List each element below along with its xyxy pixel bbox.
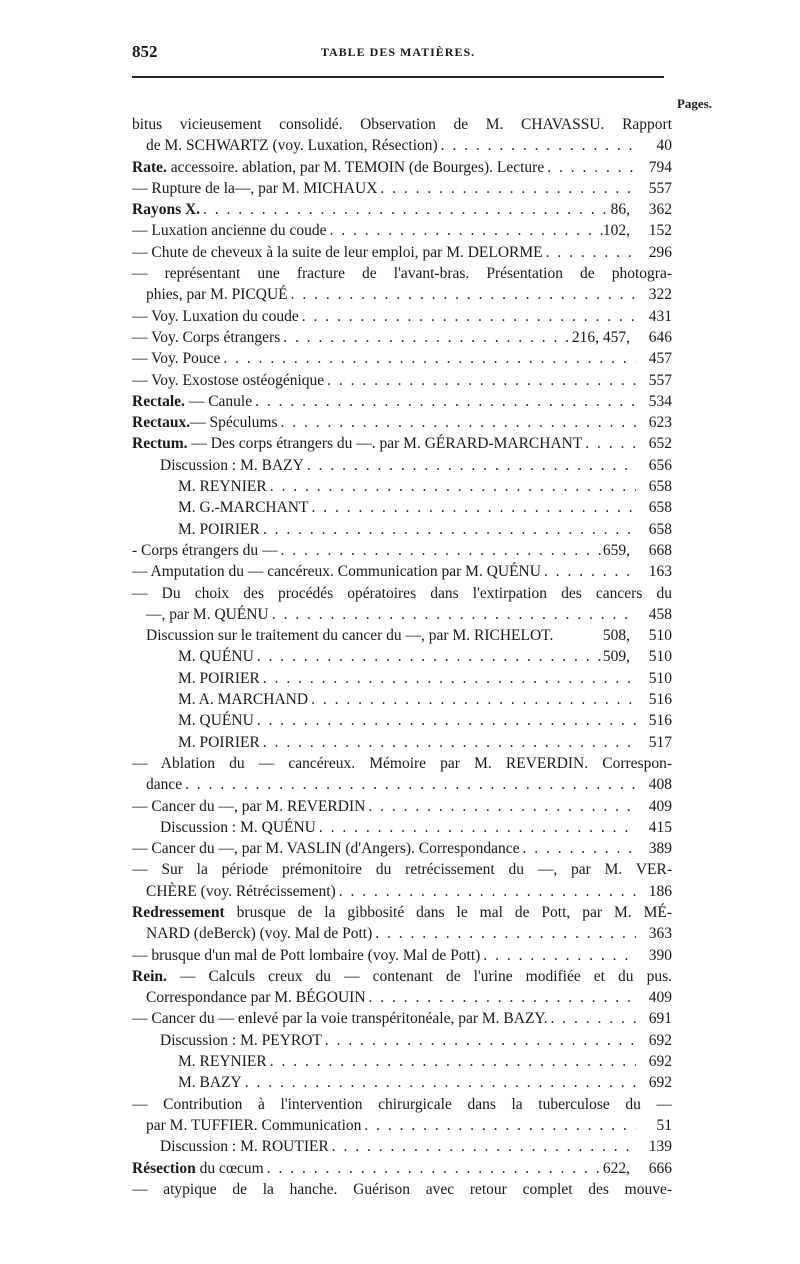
index-line xyxy=(132,348,672,369)
page-ref: 557 xyxy=(648,371,672,389)
header-rule xyxy=(132,76,664,78)
entry-text: Correspondance par M. BÉGOUIN xyxy=(146,989,366,1007)
entry-text: — brusque d'un mal de Pott lombaire (voy. Mal de Pott) xyxy=(132,946,481,964)
leader-dots xyxy=(582,433,636,454)
entry-text: Discussion : M. BAZY xyxy=(160,456,304,474)
entry-text: - Corps étrangers du — xyxy=(132,541,278,559)
leader-dots xyxy=(316,817,636,838)
entry-text: Rectale. — Canule xyxy=(132,392,253,410)
index-line xyxy=(132,1008,672,1029)
pages-column-label: Pages. xyxy=(676,96,712,111)
page-ref: 666 xyxy=(648,1159,672,1177)
index-line xyxy=(132,455,672,476)
index-line xyxy=(132,859,672,880)
entry-text: — Amputation du — cancéreux. Communication par M. QUÉNU xyxy=(132,563,541,581)
entry-text: M. BAZY xyxy=(178,1074,242,1092)
index-line xyxy=(132,902,672,923)
leader-dots xyxy=(308,497,636,518)
entry-text: — Cancer du — enlevé par la voie transpéritonéale, par M. BAZY. xyxy=(132,1010,548,1028)
index-entries xyxy=(132,114,672,1200)
entry-text: par M. TUFFIER. Communication xyxy=(146,1116,362,1134)
page-ref: 510 xyxy=(648,648,672,666)
leader-dots xyxy=(322,1030,636,1051)
leader-dots xyxy=(252,391,636,412)
page-ref: 646 xyxy=(648,328,672,346)
index-line xyxy=(132,583,672,604)
index-line xyxy=(132,689,672,710)
running-title: TABLE DES MATIÈRES. xyxy=(320,45,476,59)
entry-text: M. G.-MARCHANT xyxy=(178,499,309,517)
index-line xyxy=(132,923,672,944)
page-ref: 652 xyxy=(648,435,672,453)
entry-text: — Chute de cheveux à la suite de leur emploi, par M. DELORME xyxy=(132,243,543,261)
leader-dots xyxy=(288,284,636,305)
page-ref: 389 xyxy=(648,840,672,858)
entry-text: Discussion sur le traitement du cancer du —, par M. RICHELOT. xyxy=(146,627,554,645)
index-line xyxy=(132,1072,672,1093)
leader-dots xyxy=(329,1136,636,1157)
index-line xyxy=(132,135,672,156)
index-line xyxy=(132,540,672,561)
index-line xyxy=(132,1051,672,1072)
page-ref: 658 xyxy=(648,499,672,517)
entry-text: de M. SCHWARTZ (voy. Luxation, Résection) xyxy=(146,137,438,155)
entry-text: —, par M. QUÉNU xyxy=(146,605,269,623)
leader-dots xyxy=(267,1051,636,1072)
leader-dots xyxy=(324,370,636,391)
leader-dots xyxy=(304,455,636,476)
page-ref: 692 xyxy=(648,1031,672,1049)
leader-dots xyxy=(200,199,611,220)
leader-dots xyxy=(365,796,636,817)
entry-text: — Rupture de la—, par M. MICHAUX xyxy=(132,179,378,197)
index-line xyxy=(132,284,672,305)
entry-text: — Sur la période prémonitoire du retrécissement du —, par M. VER- xyxy=(132,861,672,879)
entry-text: — Voy. Luxation du coude xyxy=(132,307,299,325)
leader-dots xyxy=(308,689,636,710)
index-line xyxy=(132,987,672,1008)
entry-text: Rein. — Calculs creux du — contenant de l'urine modifiée et du pus. xyxy=(132,967,672,985)
index-line xyxy=(132,710,672,731)
leader-dots xyxy=(377,178,636,199)
entry-text: Résection du cœcum xyxy=(132,1159,264,1177)
entry-text: — Voy. Exostose ostéogénique xyxy=(132,371,325,389)
page-ref-extra: 659, xyxy=(602,541,630,559)
entry-text: M. REYNIER xyxy=(178,478,267,496)
index-line xyxy=(132,1158,672,1179)
leader-dots xyxy=(267,476,636,497)
leader-dots xyxy=(480,945,636,966)
entry-text: Rectum. — Des corps étrangers du —. par M. GÉRARD-MARCHANT xyxy=(132,435,583,453)
entry-text: — Cancer du —, par M. VASLIN (d'Angers). Correspondance xyxy=(132,840,520,858)
entry-text: CHÈRE (voy. Rétrécissement) xyxy=(146,882,336,900)
index-line xyxy=(132,220,672,241)
page-ref: 516 xyxy=(648,691,672,709)
entry-text: M. QUÉNU xyxy=(178,648,254,666)
leader-dots xyxy=(372,923,636,944)
page-ref: 656 xyxy=(648,456,672,474)
index-line xyxy=(132,966,672,987)
index-line xyxy=(132,838,672,859)
page-ref: 163 xyxy=(648,563,672,581)
entry-text: Rate. accessoire. ablation, par M. TEMOIN (de Bourges). Lecture xyxy=(132,158,545,176)
index-line xyxy=(132,391,672,412)
page-ref: 623 xyxy=(648,414,672,432)
entry-text: Redressement brusque de la gibbosité dans le mal de Pott, par M. MÉ- xyxy=(132,903,672,921)
leader-dots xyxy=(541,561,636,582)
index-line xyxy=(132,646,672,667)
leader-dots xyxy=(361,1115,636,1136)
index-line xyxy=(132,1115,672,1136)
page-ref: 457 xyxy=(648,350,672,368)
page-ref: 510 xyxy=(648,669,672,687)
index-line xyxy=(132,327,672,348)
entry-text: NARD (deBerck) (voy. Mal de Pott) xyxy=(146,925,373,943)
page-ref: 296 xyxy=(648,243,672,261)
entry-text: M. POIRIER xyxy=(178,669,260,687)
leader-dots xyxy=(278,412,636,433)
page-ref: 40 xyxy=(656,137,672,155)
page-ref: 794 xyxy=(648,158,672,176)
leader-dots xyxy=(327,220,603,241)
page-ref: 409 xyxy=(648,989,672,1007)
page-number: 852 xyxy=(132,42,158,61)
leader-dots xyxy=(269,604,636,625)
index-line xyxy=(132,796,672,817)
entry-text: — atypique de la hanche. Guérison avec retour complet des mouve- xyxy=(132,1180,672,1198)
leader-dots xyxy=(366,987,636,1008)
index-line xyxy=(132,774,672,795)
entry-text: — Voy. Pouce xyxy=(132,350,221,368)
page-ref-extra: 622, xyxy=(602,1159,630,1177)
leader-dots xyxy=(182,774,636,795)
index-line xyxy=(132,945,672,966)
entry-text: M. A. MARCHAND xyxy=(178,691,309,709)
page-ref: 363 xyxy=(648,925,672,943)
index-line xyxy=(132,1030,672,1051)
entry-text: Rectaux.— Spéculums xyxy=(132,414,278,432)
leader-dots xyxy=(254,646,603,667)
entry-text: Discussion : M. ROUTIER xyxy=(160,1138,329,1156)
page-ref: 557 xyxy=(648,179,672,197)
index-line xyxy=(132,668,672,689)
page-ref: 516 xyxy=(648,712,672,730)
entry-text: — représentant une fracture de l'avant-bras. Présentation de photogra- xyxy=(132,265,672,283)
page-ref: 692 xyxy=(648,1074,672,1092)
entry-text: — Du choix des procédés opératoires dans l'extirpation des cancers du xyxy=(132,584,672,602)
page-ref: 534 xyxy=(648,392,672,410)
index-line xyxy=(132,157,672,178)
entry-text: dance xyxy=(146,776,183,794)
page-ref: 390 xyxy=(648,946,672,964)
page-ref: 658 xyxy=(648,478,672,496)
leader-dots xyxy=(543,242,636,263)
index-line xyxy=(132,732,672,753)
page-ref: 152 xyxy=(648,222,672,240)
page-ref: 362 xyxy=(648,201,672,219)
index-line xyxy=(132,604,672,625)
leader-dots xyxy=(278,540,603,561)
entry-text: — Voy. Corps étrangers xyxy=(132,328,281,346)
index-line xyxy=(132,1094,672,1115)
page-ref: 691 xyxy=(648,1010,672,1028)
index-line xyxy=(132,178,672,199)
page-ref-extra: 509, xyxy=(602,648,630,666)
index-line xyxy=(132,263,672,284)
leader-dots xyxy=(220,348,636,369)
index-line xyxy=(132,561,672,582)
entry-text: — Contribution à l'intervention chirurgicale dans la tuberculose du — xyxy=(132,1095,672,1113)
page-ref: 415 xyxy=(648,818,672,836)
index-line xyxy=(132,306,672,327)
page-ref: 186 xyxy=(648,882,672,900)
index-line xyxy=(132,242,672,263)
entry-text: — Luxation ancienne du coude xyxy=(132,222,327,240)
index-line xyxy=(132,753,672,774)
entry-text: bitus vicieusement consolidé. Observation de M. CHAVASSU. Rapport xyxy=(132,116,672,133)
page-ref-extra: 216, 457, xyxy=(571,328,630,346)
page-ref: 517 xyxy=(648,733,672,751)
leader-dots xyxy=(336,881,636,902)
index-line xyxy=(132,370,672,391)
entry-text: Discussion : M. PEYROT xyxy=(160,1031,322,1049)
leader-dots xyxy=(254,710,636,731)
leader-dots xyxy=(260,668,636,689)
index-line xyxy=(132,412,672,433)
running-header xyxy=(132,42,664,68)
entry-text: M. POIRIER xyxy=(178,520,260,538)
leader-dots xyxy=(280,327,572,348)
entry-text: Rayons X. xyxy=(132,201,201,219)
leader-dots xyxy=(438,135,636,156)
leader-dots xyxy=(260,519,636,540)
leader-dots xyxy=(548,1008,637,1029)
entry-text: M. QUÉNU xyxy=(178,712,254,730)
index-line xyxy=(132,433,672,454)
entry-text: — Ablation du — cancéreux. Mémoire par M. REVERDIN. Correspon- xyxy=(132,754,672,772)
page-ref: 322 xyxy=(648,286,672,304)
index-line xyxy=(132,114,672,135)
leader-dots xyxy=(544,157,636,178)
entry-text: phies, par M. PICQUÉ xyxy=(146,286,288,304)
leader-dots xyxy=(260,732,636,753)
page-ref: 458 xyxy=(648,605,672,623)
leader-dots xyxy=(520,838,637,859)
leader-dots xyxy=(299,306,636,327)
entry-text: Discussion : M. QUÉNU xyxy=(160,818,316,836)
index-line xyxy=(132,519,672,540)
page-ref: 408 xyxy=(648,776,672,794)
page-ref: 409 xyxy=(648,797,672,815)
index-line xyxy=(132,476,672,497)
page-ref: 692 xyxy=(648,1053,672,1071)
page-ref: 51 xyxy=(656,1116,672,1134)
entry-text: M. REYNIER xyxy=(178,1053,267,1071)
entry-text: — Cancer du —, par M. REVERDIN xyxy=(132,797,366,815)
index-line xyxy=(132,881,672,902)
index-line xyxy=(132,817,672,838)
page-ref: 658 xyxy=(648,520,672,538)
page-ref: 139 xyxy=(648,1138,672,1156)
leader-dots xyxy=(264,1158,603,1179)
page-ref-extra: 102, xyxy=(602,222,630,240)
page-ref: 510 xyxy=(648,627,672,645)
page-ref: 431 xyxy=(648,307,672,325)
index-line xyxy=(132,497,672,518)
index-line xyxy=(132,1136,672,1157)
page-ref: 668 xyxy=(648,541,672,559)
page-ref-extra: 508, xyxy=(602,627,630,645)
leader-dots xyxy=(242,1072,636,1093)
page-ref-extra: 86, xyxy=(610,201,630,219)
index-line xyxy=(132,1179,672,1200)
index-line xyxy=(132,625,672,646)
entry-text: M. POIRIER xyxy=(178,733,260,751)
index-line xyxy=(132,199,672,220)
